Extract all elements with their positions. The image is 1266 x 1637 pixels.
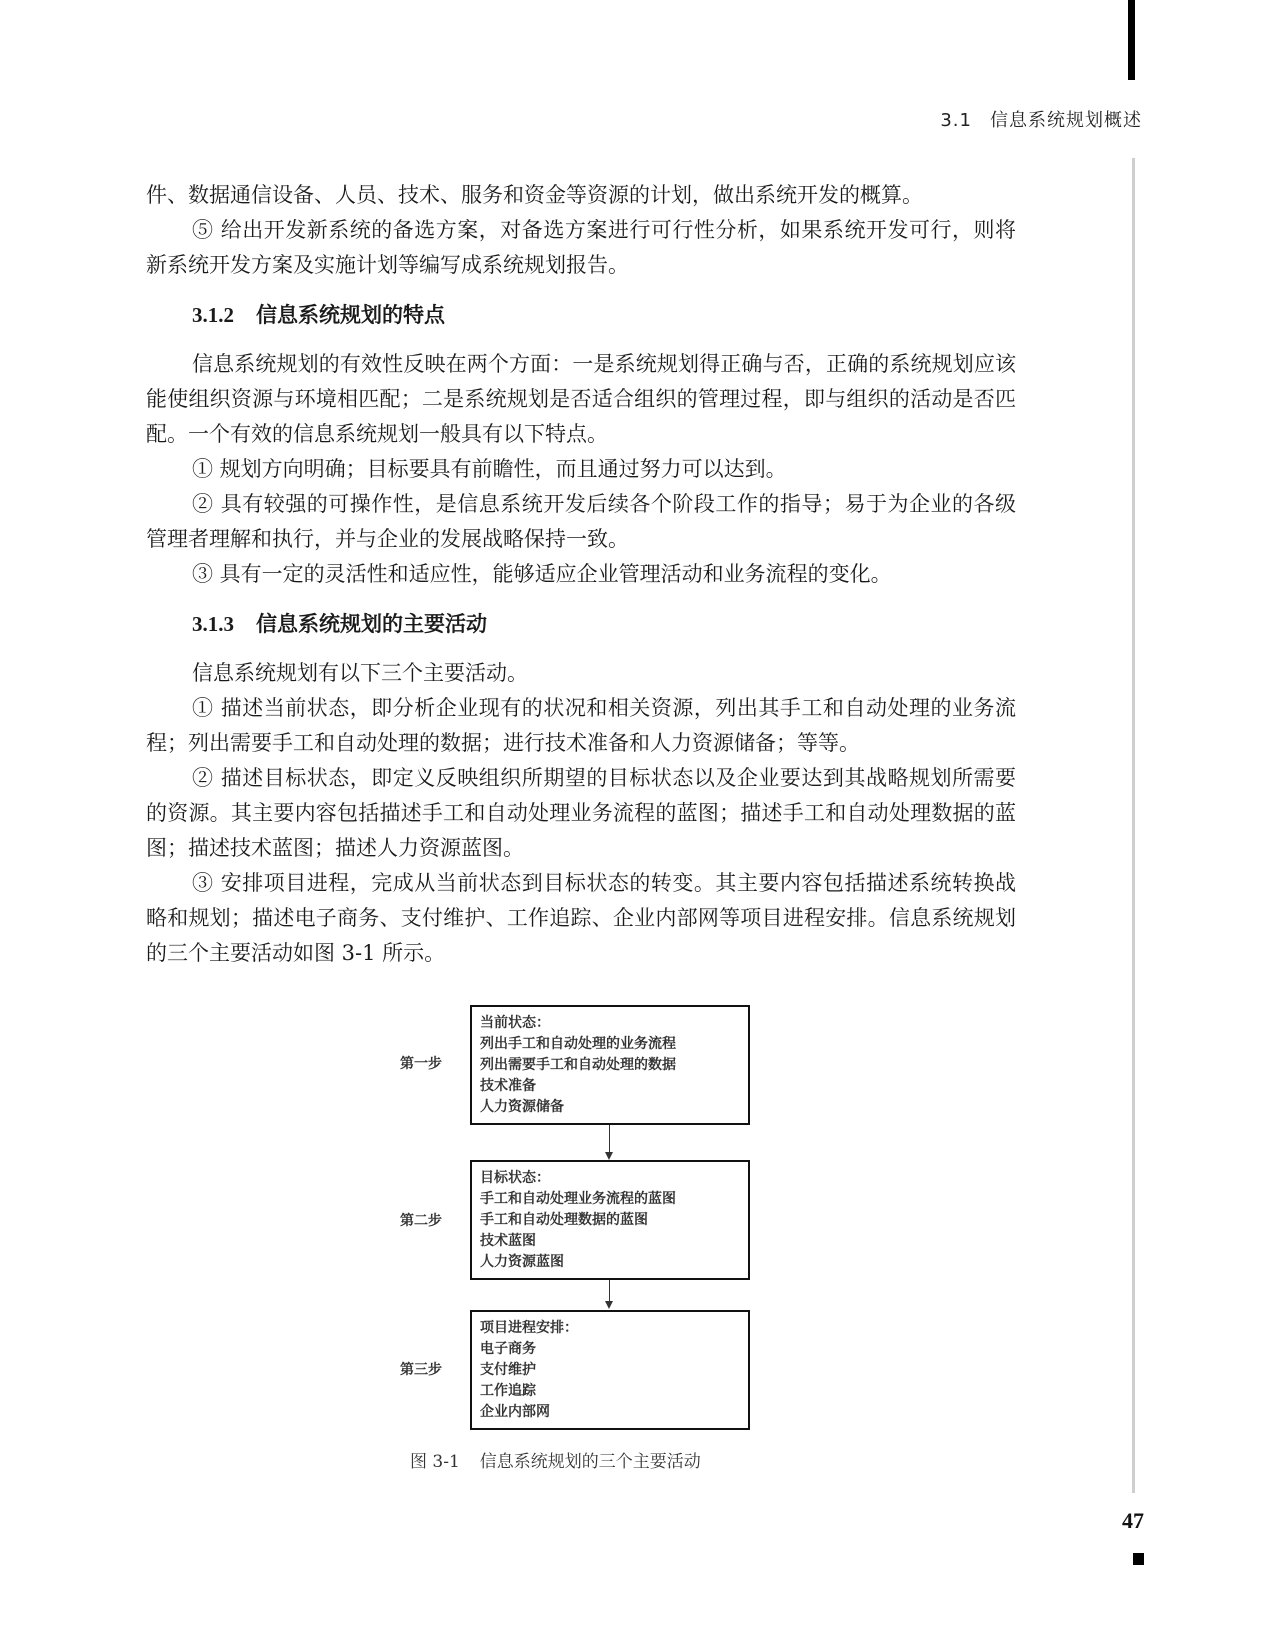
section-number: 3.1.2 bbox=[192, 303, 234, 327]
step-label: 第三步 bbox=[400, 1362, 442, 1378]
paragraph: 信息系统规划的有效性反映在两个方面：一是系统规划得正确与否，正确的系统规划应该能使组织资源与环境相匹配；二是系统规划是否适合组织的管理过程，即与组织的活动是否匹配。一个有效的信息系统规划一般具有以下特点。 bbox=[146, 352, 1016, 446]
top-edge-bar bbox=[1128, 0, 1135, 80]
list-item: ③ 具有一定的灵活性和适应性，能够适应企业管理活动和业务流程的变化。 bbox=[192, 562, 892, 586]
step-label: 第一步 bbox=[400, 1056, 442, 1072]
box-line: 人力资源蓝图 bbox=[480, 1254, 564, 1270]
paragraph: ⑤ 给出开发新系统的备选方案，对备选方案进行可行性分析，如果系统开发可行，则将新系统开发方案及实施计划等编写成系统规划报告。 bbox=[146, 218, 1016, 277]
box-line: 支付维护 bbox=[480, 1362, 536, 1378]
section-title: 信息系统规划的特点 bbox=[256, 303, 445, 327]
page-body bbox=[146, 178, 1016, 971]
box-line: 技术蓝图 bbox=[480, 1233, 536, 1249]
box-line: 电子商务 bbox=[480, 1341, 536, 1357]
box-line: 技术准备 bbox=[480, 1078, 536, 1094]
section-heading-3-1-2 bbox=[146, 298, 1016, 333]
list-item: ② 具有较强的可操作性，是信息系统开发后续各个阶段工作的指导；易于为企业的各级管理者理解和执行，并与企业的发展战略保持一致。 bbox=[146, 492, 1016, 551]
running-header-number: 3.1 bbox=[940, 110, 972, 131]
section-heading-3-1-3 bbox=[146, 607, 1016, 642]
page-marker-square bbox=[1133, 1553, 1144, 1565]
box-line: 项目进程安排： bbox=[480, 1320, 578, 1336]
running-header-title: 信息系统规划概述 bbox=[990, 110, 1142, 131]
step-label: 第二步 bbox=[400, 1213, 442, 1229]
list-item: ① 描述当前状态，即分析企业现有的状况和相关资源，列出其手工和自动处理的业务流程；列出需要手工和自动处理的数据；进行技术准备和人力资源储备；等等。 bbox=[146, 696, 1016, 755]
flow-arrow bbox=[609, 1125, 610, 1153]
figure-caption bbox=[410, 1447, 701, 1472]
box-line: 列出需要手工和自动处理的数据 bbox=[480, 1057, 676, 1073]
side-rule bbox=[1132, 158, 1135, 1493]
list-item: ② 描述目标状态，即定义反映组织所期望的目标状态以及企业要达到其战略规划所需要的资源。其主要内容包括描述手工和自动处理业务流程的蓝图；描述手工和自动处理数据的蓝图；描述技术蓝图；描述人力资源蓝图。 bbox=[146, 766, 1016, 860]
section-title: 信息系统规划的主要活动 bbox=[256, 612, 487, 636]
flow-box-current-state bbox=[470, 1005, 750, 1125]
section-number: 3.1.3 bbox=[192, 612, 234, 636]
running-header bbox=[940, 106, 1142, 132]
box-line: 人力资源储备 bbox=[480, 1099, 564, 1115]
box-line: 当前状态： bbox=[480, 1015, 550, 1031]
flow-arrow bbox=[609, 1280, 610, 1302]
box-line: 工作追踪 bbox=[480, 1383, 536, 1399]
flow-box-project-schedule bbox=[470, 1310, 750, 1430]
list-item: ① 规划方向明确；目标要具有前瞻性，而且通过努力可以达到。 bbox=[192, 457, 787, 481]
figure-title: 信息系统规划的三个主要活动 bbox=[479, 1452, 701, 1472]
box-line: 手工和自动处理数据的蓝图 bbox=[480, 1212, 648, 1228]
figure-number: 图 3-1 bbox=[410, 1452, 460, 1472]
flow-box-target-state bbox=[470, 1160, 750, 1280]
box-line: 手工和自动处理业务流程的蓝图 bbox=[480, 1191, 676, 1207]
paragraph: 件、数据通信设备、人员、技术、服务和资金等资源的计划，做出系统开发的概算。 bbox=[146, 183, 923, 207]
list-item: ③ 安排项目进程，完成从当前状态到目标状态的转变。其主要内容包括描述系统转换战略和规划；描述电子商务、支付维护、工作追踪、企业内部网等项目进程安排。信息系统规划的三个主要活动如图 3-1 所示。 bbox=[146, 871, 1016, 965]
arrow-head-icon bbox=[605, 1152, 613, 1160]
page-number: 47 bbox=[1122, 1508, 1144, 1533]
arrow-head-icon bbox=[605, 1301, 613, 1309]
box-line: 目标状态： bbox=[480, 1170, 550, 1186]
paragraph: 信息系统规划有以下三个主要活动。 bbox=[192, 661, 528, 685]
box-line: 企业内部网 bbox=[480, 1404, 550, 1420]
box-line: 列出手工和自动处理的业务流程 bbox=[480, 1036, 676, 1052]
